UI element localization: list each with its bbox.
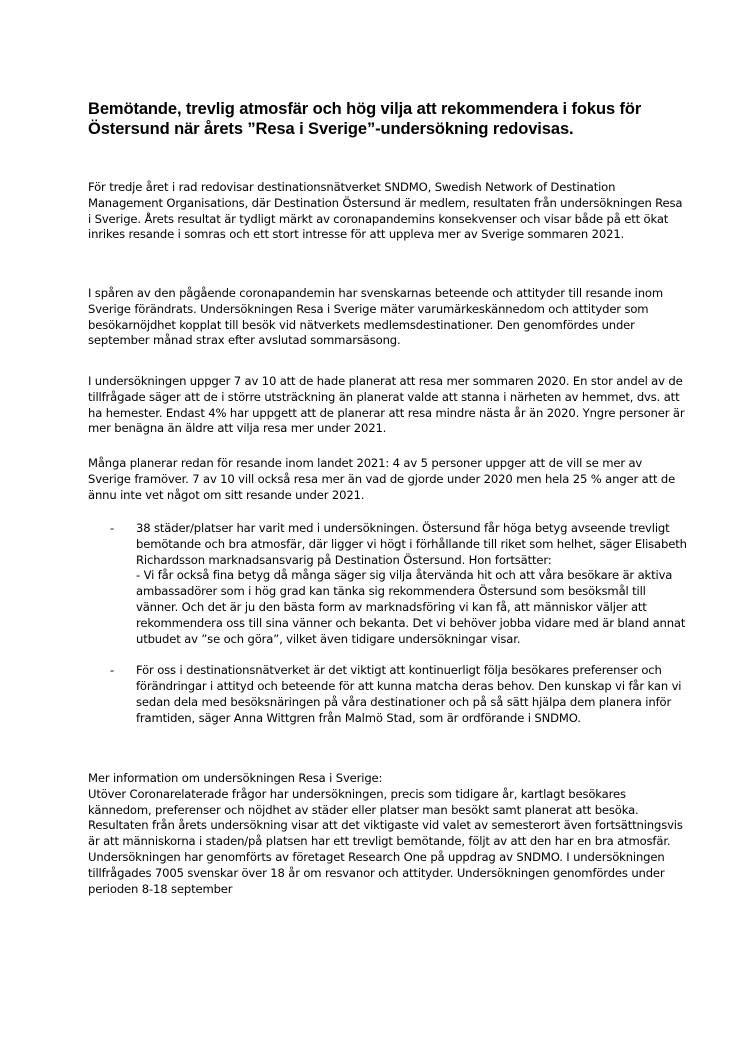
quote-list bbox=[88, 521, 688, 727]
list-bullet-marker: - bbox=[110, 521, 115, 535]
paragraph-2021-outlook: Många planerar redan för resande inom landet 2021: 4 av 5 personer uppger att de vill se mer av Sverige framöver. 7 av 10 vill också resa mer än vad de gjorde under 2020 men hela 25 % anger att de ännu inte vet något om sitt resande under 2021. bbox=[88, 456, 676, 502]
list-bullet-marker: - bbox=[110, 663, 115, 678]
list-item-ostersund bbox=[88, 521, 688, 647]
paragraph-behaviour: I spåren av den pågående coronapandemin har svenskarnas beteende och attityder till resande inom Sverige förändrats. Undersökningen Resa i Sverige mäter varumärkeskännedom och attityder som besökarnöjdhet kopplat till besök vid nätverkets medlemsdestinationer. Den genomfördes under september månad strax efter avslutad sommarsäsong. bbox=[88, 286, 663, 348]
list-item-quote: - Vi får också fina betyg då många säger sig vilja återvända hit och att våra besökare är aktiva ambassadörer som i hög grad kan tänka sig rekommendera Östersund som besöksmål till vänner. Och det är ju den bästa form av marknadsföring vi kan få, att människor väljer att rekommendera oss till sina vänner och bekanta. Det vi behöver jobba vidare med är bland annat utbudet av ”se och göra”, vilket även tidigare undersökningar visar. bbox=[136, 568, 686, 646]
list-item-lead: 38 städer/platser har varit med i undersökningen. Östersund får höga betyg avseende trevligt bemötande och bra atmosfär, där ligger vi högt i förhållande till riket som helhet, säger Elisabeth Richardsson marknadsansvarig på Destination Östersund. Hon fortsätter: bbox=[136, 521, 687, 567]
more-information-section bbox=[88, 771, 688, 897]
paragraph-travel-plans: I undersökningen uppger 7 av 10 att de hade planerat att resa mer sommaren 2020. En stor andel av de tillfrågade säger att de i större utsträckning än planerat valde att stanna i närheten av hemmet, dvs. att ha hemester. Endast 4% har uppgett att de planerar att resa mindre nästa år än 2020. Yngre personer är mer benägna än äldre att vilja resa mer under 2021. bbox=[88, 374, 685, 436]
list-item-sndmo bbox=[88, 663, 688, 726]
document-title: Bemötande, trevlig atmosfär och hög vilja att rekommendera i fokus för Östersund när årets ”Resa i Sverige”-undersökning redovisas. bbox=[88, 100, 642, 138]
more-information-heading: Mer information om undersökningen Resa i Sverige: bbox=[88, 771, 383, 785]
list-item-lead: För oss i destinationsnätverket är det viktigt att kontinuerligt följa besökares preferenser och förändringar i attityd och beteende för att kunna matcha deras behov. Den kunskap vi får kan vi sedan dela med besöksnäringen på våra destinationer och på så sätt hjälpa dem planera inför framtiden, säger Anna Wittgren från Malmö Stad, som är ordförande i SNDMO. bbox=[136, 663, 682, 725]
more-information-text: Utöver Coronarelaterade frågor har undersökningen, precis som tidigare år, kartlagt besökares kännedom, preferenser och nöjdhet av städer eller platser man besökt samt planerat att besöka. Resultaten från årets undersökning visar att det viktigaste vid valet av semesterort även fortsättningsvis är att människorna i staden/på platsen har ett trevligt bemötande, följt av att den har en bra atmosfär. Undersökningen har genomförts av företaget Research One på uppdrag av SNDMO. I undersökningen tillfrågades 7005 svenskar över 18 år om resvanor och attityder. Undersökningen genomfördes under perioden 8-18 september bbox=[88, 786, 683, 896]
paragraph-intro: För tredje året i rad redovisar destinationsnätverket SNDMO, Swedish Network of Destination Management Organisations, där Destination Östersund är medlem, resultaten från undersökningen Resa i Sverige. Årets resultat är tydligt märkt av coronapandemins konsekvenser och visar både på ett ökat inrikes resande i somras och ett stort intresse för att uppleva mer av Sverige sommaren 2021. bbox=[88, 180, 683, 242]
